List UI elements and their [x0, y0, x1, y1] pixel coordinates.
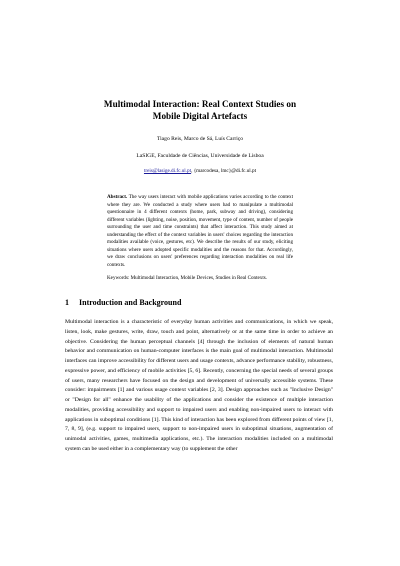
- paper-title: [0, 99, 400, 122]
- section-number: 1: [65, 298, 69, 307]
- keywords: Keywords: Multimodal Interaction, Mobile Devices, Studies in Real Contexts.: [107, 275, 268, 281]
- body-paragraph: Multimodal interaction is a characteristic of everyday human activities and communications, in which we speak, listen, look, make gestures, write, draw, touch and point, alternatively or at the same time in order to achieve an objective. Considering the human perceptual channels [4] through the inclusion of elements of natural human behavior and communication on human-computer interfaces is the main goal of multimodal interaction. Multimodal interfaces can improve accessibility for different users and usage contexts, advance performance stability, robustness, expressive power, and efficiency of mobile activities [5, 6]. Recently, concerning the special needs of several groups of users, many researchers have focused on the design and development of universally accessible systems. These consider: impairments [1] and various usage context variables [2, 3]. Design approaches such as "Inclusive Design" or "Design for all" enhance the usability of the applications and consider the existence of multiple interaction modalities, providing accessibility and support to impaired users and enabling non-impaired users to interact with applications in suboptimal conditions [1]. This kind of interaction has been explored from different points of view [1, 7, 8, 9], (e.g. support to impaired users, support to non-impaired users in suboptimal situations, augmentation of unimodal activities, games, multimedia applications, etc.). The interaction modalities included on a multimodal system can be used either in a complementary way (to supplement the other: [65, 319, 333, 452]
- email-link[interactable]: treis@lasige.di.fc.ul.pt: [143, 168, 192, 174]
- abstract-text: The way users interact with mobile applications varies according to the context where they are. We conducted a study where users had to manipulate a multimodal questionnaire in 4 different contexts (home, park, subway and driving), considering different variables (lighting, noise, position, movement, type of content, number of people surrounding the user and time constraints) that affect interaction. This study aimed at understanding the effect of the context variables in users' choices regarding the interaction modalities available (voice, gestures, etc). We describe the results of our study, eliciting situations where users adopted specific modalities and the reasons for that. Accordingly, we draw conclusions on users' preferences regarding interaction modalities on real life contexts.: [107, 194, 293, 268]
- section-title: Introduction and Background: [79, 298, 182, 307]
- section-heading: [65, 298, 181, 308]
- abstract: [107, 194, 293, 269]
- affiliation: LaSIGE, Faculdade de Ciências, Universidade de Lisboa: [136, 153, 264, 159]
- email-rest: , {marcodesa, lmc}@di.fc.ul.pt: [191, 168, 257, 174]
- title-line-2: Mobile Digital Artefacts: [152, 110, 248, 121]
- abstract-label: Abstract.: [107, 194, 128, 200]
- author-list: Tiago Reis, Marco de Sá, Luís Carriço: [156, 136, 244, 142]
- author-emails: [0, 168, 400, 175]
- title-line-1: Multimodal Interaction: Real Context Studies on: [103, 99, 297, 109]
